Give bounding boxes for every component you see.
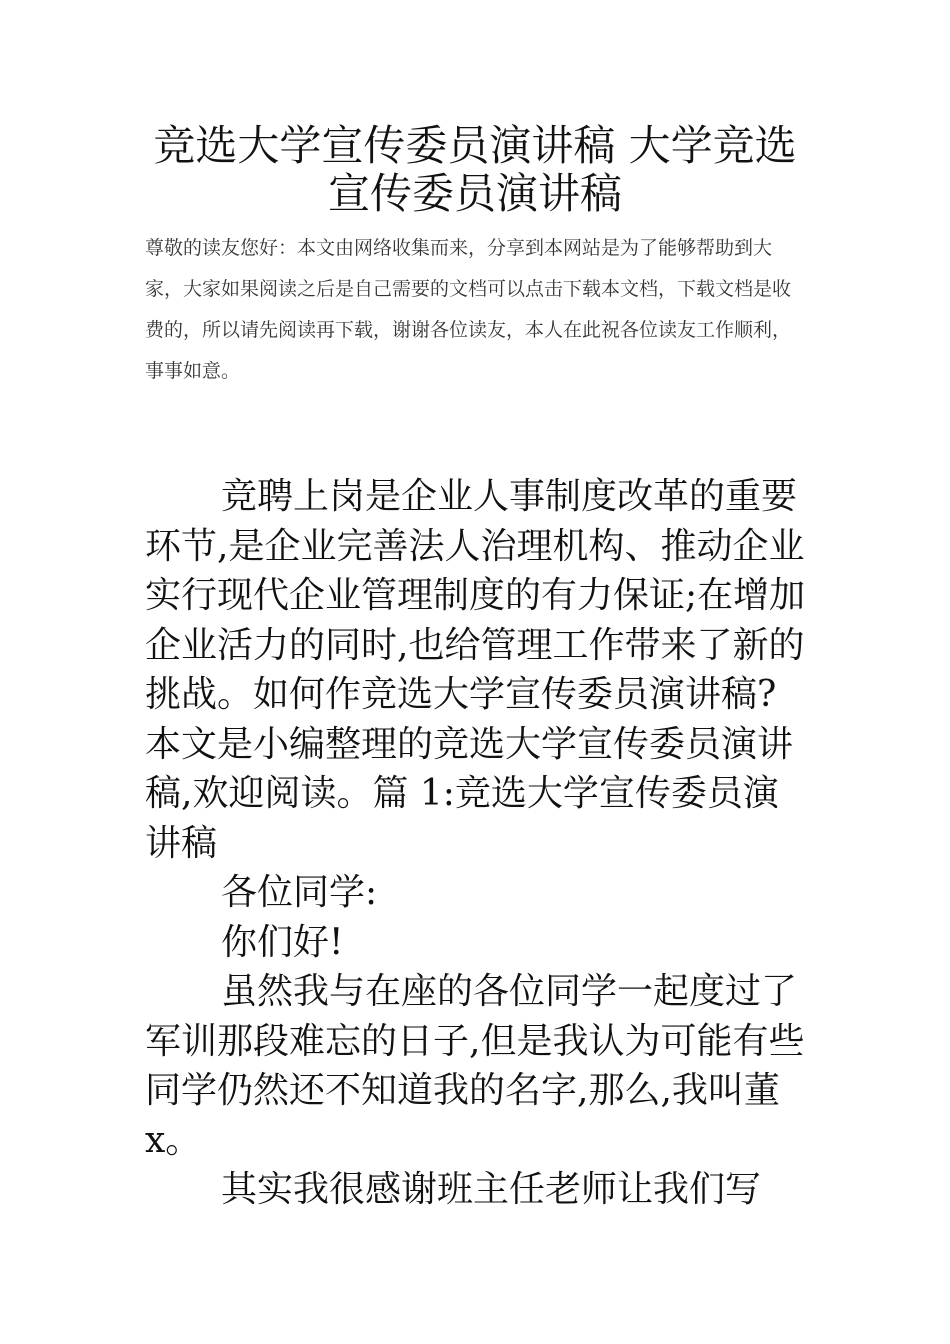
paragraph-thanks: 其实我很感谢班主任老师让我们写 [221, 1169, 762, 1210]
reader-notice: 尊敬的读友您好：本文由网络收集而来，分享到本网站是为了能够帮助到大家，大家如果阅读之后是自己需要的文档可以点击下载本文档，下载文档是收费的，所以请先阅读再下载，谢谢各位读友，本人在此祝各位读友工作顺利，事事如意。 [145, 237, 792, 382]
paragraph-greeting: 你们好! [221, 921, 344, 963]
document-title: 竞选大学宣传委员演讲稿 大学竞选宣传委员演讲稿 [153, 121, 797, 218]
document-body [145, 472, 810, 1215]
paragraph-self-introduction: 虽然我与在座的各位同学一起度过了军训那段难忘的日子,但是我认为可能有些同学仍然还不知道我的名字,那么,我叫董 x。 [145, 971, 805, 1161]
paragraph-intro: 竞聘上岗是企业人事制度改革的重要环节,是企业完善法人治理机构、推动企业实行现代企业管理制度的有力保证;在增加企业活力的同时,也给管理工作带来了新的挑战。如何作竞选大学宣传委员演讲稿?本文是小编整理的竞选大学宣传委员演讲稿,欢迎阅读。篇 1:竞选大学宣传委员演讲稿 [145, 476, 806, 864]
paragraph-salutation: 各位同学: [221, 872, 378, 913]
